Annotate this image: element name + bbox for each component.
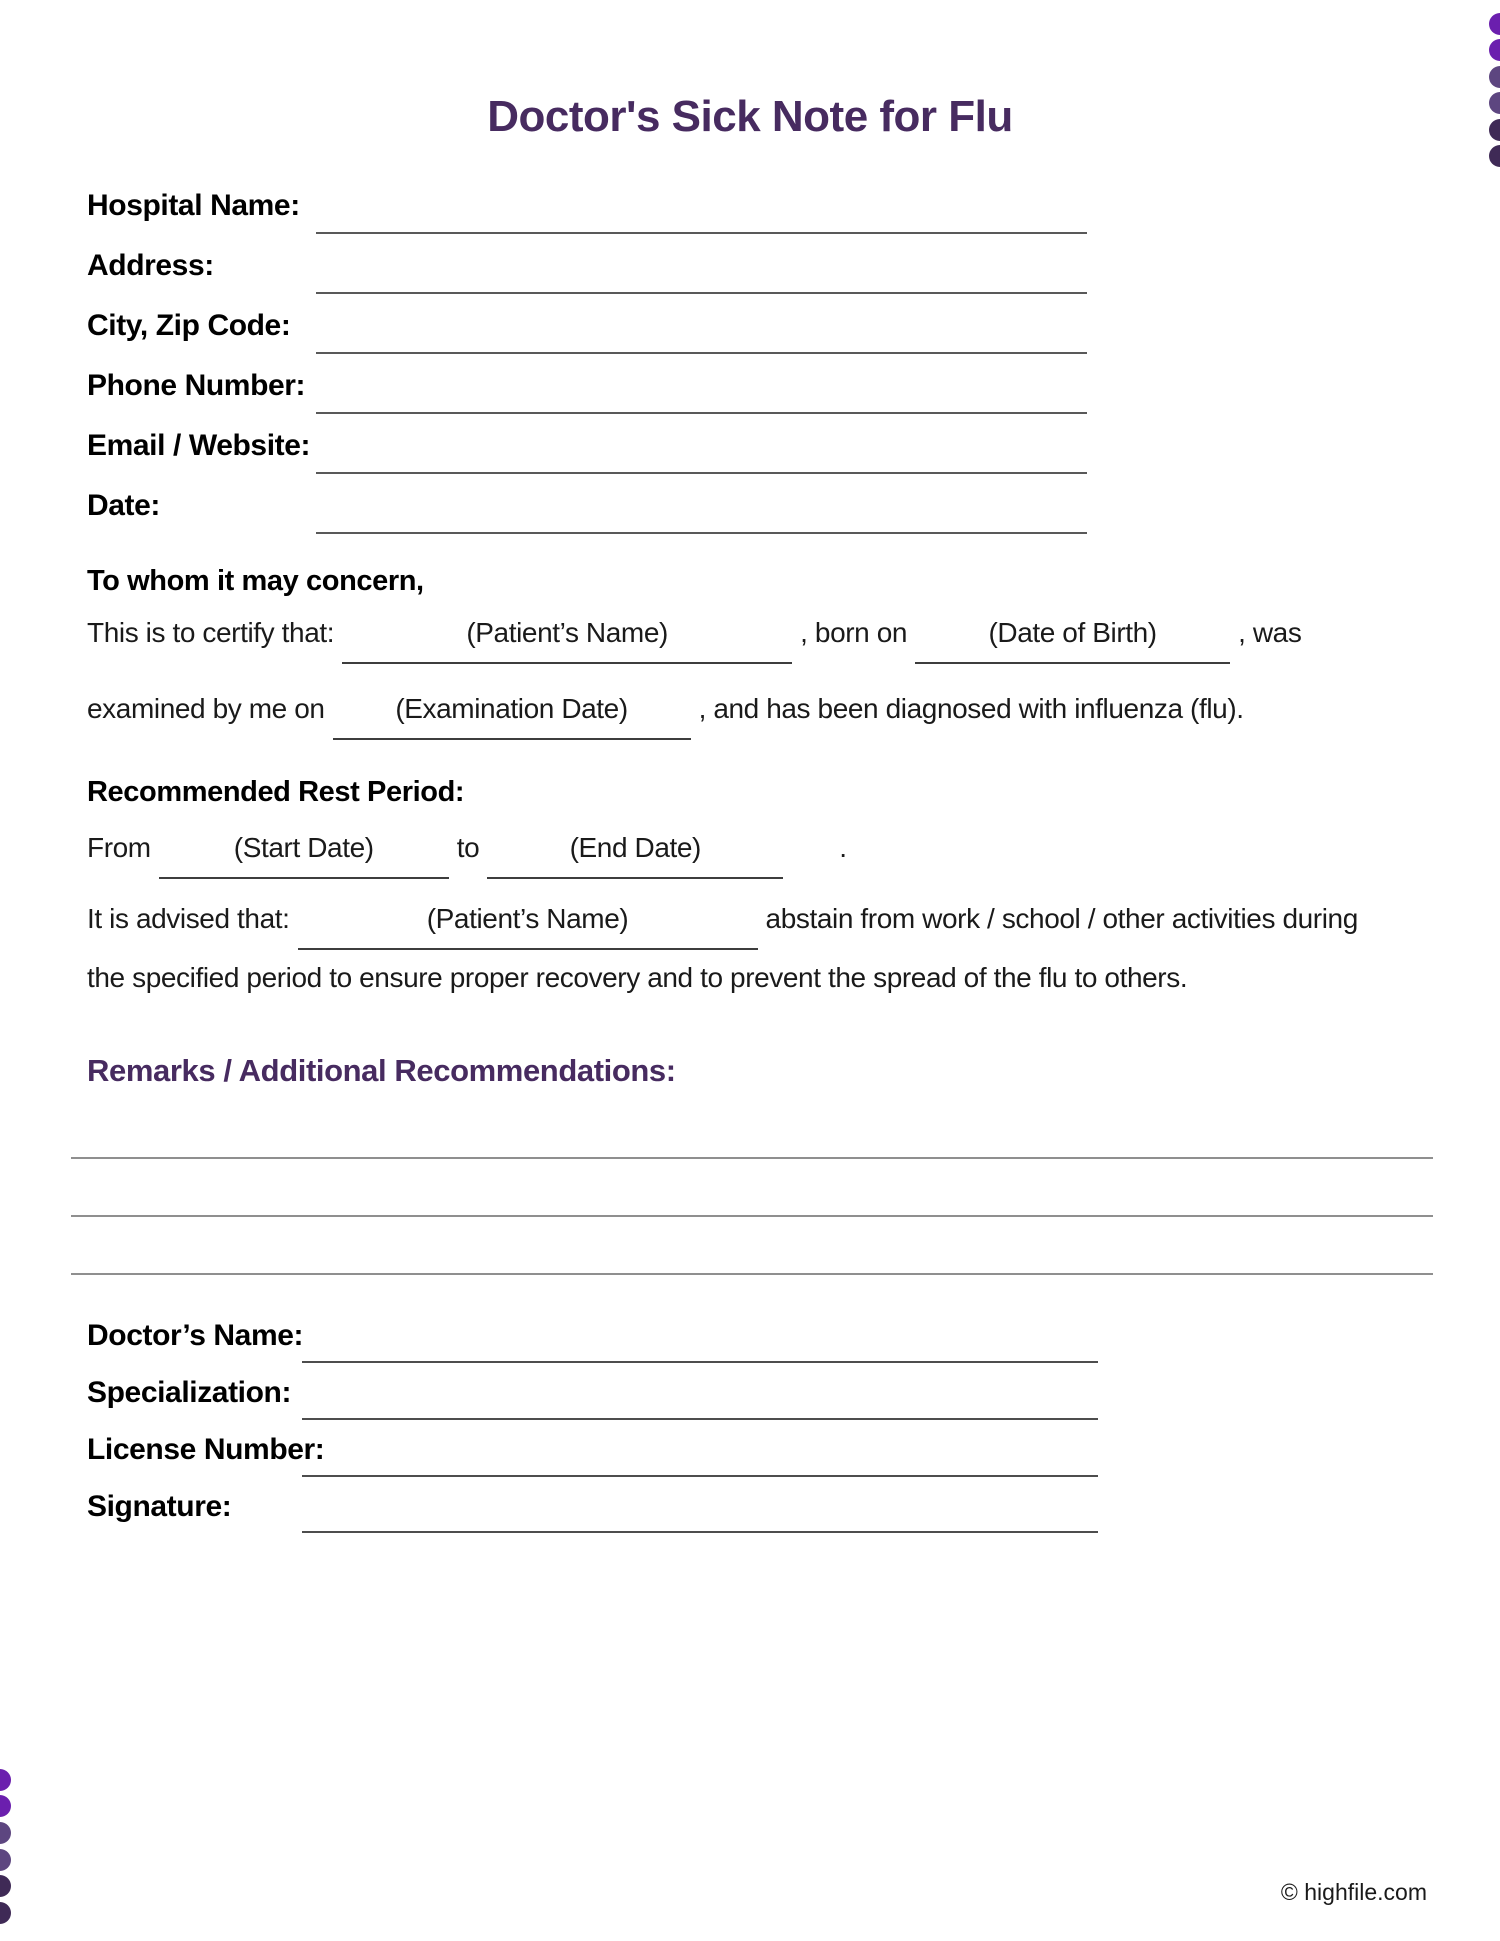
dot-icon [1489, 66, 1500, 88]
remarks-line-3[interactable] [71, 1273, 1433, 1275]
examination-date-placeholder: (Examination Date) [395, 693, 628, 724]
dot-icon [0, 1902, 11, 1924]
to-text: to [456, 832, 480, 863]
signature-field-line[interactable] [302, 1531, 1098, 1533]
doctor-name-label: Doctor’s Name: [87, 1319, 304, 1352]
end-date-placeholder: (End Date) [569, 832, 701, 863]
start-date-placeholder: (Start Date) [233, 832, 374, 863]
dot-icon [1489, 145, 1500, 167]
period-text: . [839, 832, 847, 863]
advised-line-1 [87, 902, 1358, 950]
date-field-line[interactable] [316, 532, 1087, 534]
hospital-name-field-line[interactable] [316, 232, 1087, 234]
rest-period-line [87, 831, 847, 879]
end-date-blank[interactable] [487, 831, 783, 879]
patient-name-placeholder: (Patient’s Name) [466, 617, 668, 648]
start-date-blank[interactable] [159, 831, 449, 879]
remarks-line-1[interactable] [71, 1157, 1433, 1159]
dot-icon [1489, 13, 1500, 35]
address-field-line[interactable] [316, 292, 1087, 294]
hospital-name-label: Hospital Name: [87, 189, 300, 222]
was-text: , was [1238, 617, 1302, 648]
dot-icon [0, 1875, 11, 1897]
examined-prefix: examined by me on [87, 693, 325, 724]
city-zip-field-line[interactable] [316, 352, 1087, 354]
specialization-field-line[interactable] [302, 1418, 1098, 1420]
salutation: To whom it may concern, [87, 565, 424, 597]
dot-icon [0, 1849, 11, 1871]
address-label: Address: [87, 249, 214, 282]
phone-label: Phone Number: [87, 369, 306, 402]
phone-field-line[interactable] [316, 412, 1087, 414]
dot-icon [0, 1822, 11, 1844]
license-number-field-line[interactable] [302, 1475, 1098, 1477]
dot-icon [1489, 39, 1500, 61]
license-number-label: License Number: [87, 1433, 325, 1466]
email-website-field-line[interactable] [316, 472, 1087, 474]
advised-suffix: abstain from work / school / other activities during [765, 903, 1358, 934]
date-of-birth-blank[interactable] [915, 616, 1230, 664]
from-text: From [87, 832, 151, 863]
doctor-name-field-line[interactable] [302, 1361, 1098, 1363]
specialization-label: Specialization: [87, 1376, 292, 1409]
advised-patient-name-blank[interactable] [298, 902, 758, 950]
certify-line-2 [87, 692, 1244, 740]
certify-line-1 [87, 616, 1301, 664]
email-website-label: Email / Website: [87, 429, 311, 462]
advised-patient-name-placeholder: (Patient’s Name) [426, 903, 629, 934]
signature-label: Signature: [87, 1490, 232, 1523]
diagnosed-suffix: , and has been diagnosed with influenza (flu). [698, 693, 1244, 724]
patient-name-blank[interactable] [342, 616, 792, 664]
examination-date-blank[interactable] [333, 692, 691, 740]
date-of-birth-placeholder: (Date of Birth) [988, 617, 1157, 648]
remarks-heading: Remarks / Additional Recommendations: [87, 1053, 676, 1088]
advised-line-2: the specified period to ensure proper recovery and to prevent the spread of the flu to others. [87, 962, 1188, 993]
dot-icon [0, 1769, 11, 1791]
city-zip-label: City, Zip Code: [87, 309, 291, 342]
copyright-watermark: © highfile.com [1280, 1879, 1427, 1905]
certify-prefix: This is to certify that: [87, 617, 335, 648]
advised-prefix: It is advised that: [87, 903, 290, 934]
page-title: Doctor's Sick Note for Flu [487, 92, 1013, 141]
dot-icon [0, 1795, 11, 1817]
born-on-text: , born on [800, 617, 908, 648]
remarks-line-2[interactable] [71, 1215, 1433, 1217]
rest-period-heading: Recommended Rest Period: [87, 776, 465, 808]
date-label: Date: [87, 489, 161, 522]
